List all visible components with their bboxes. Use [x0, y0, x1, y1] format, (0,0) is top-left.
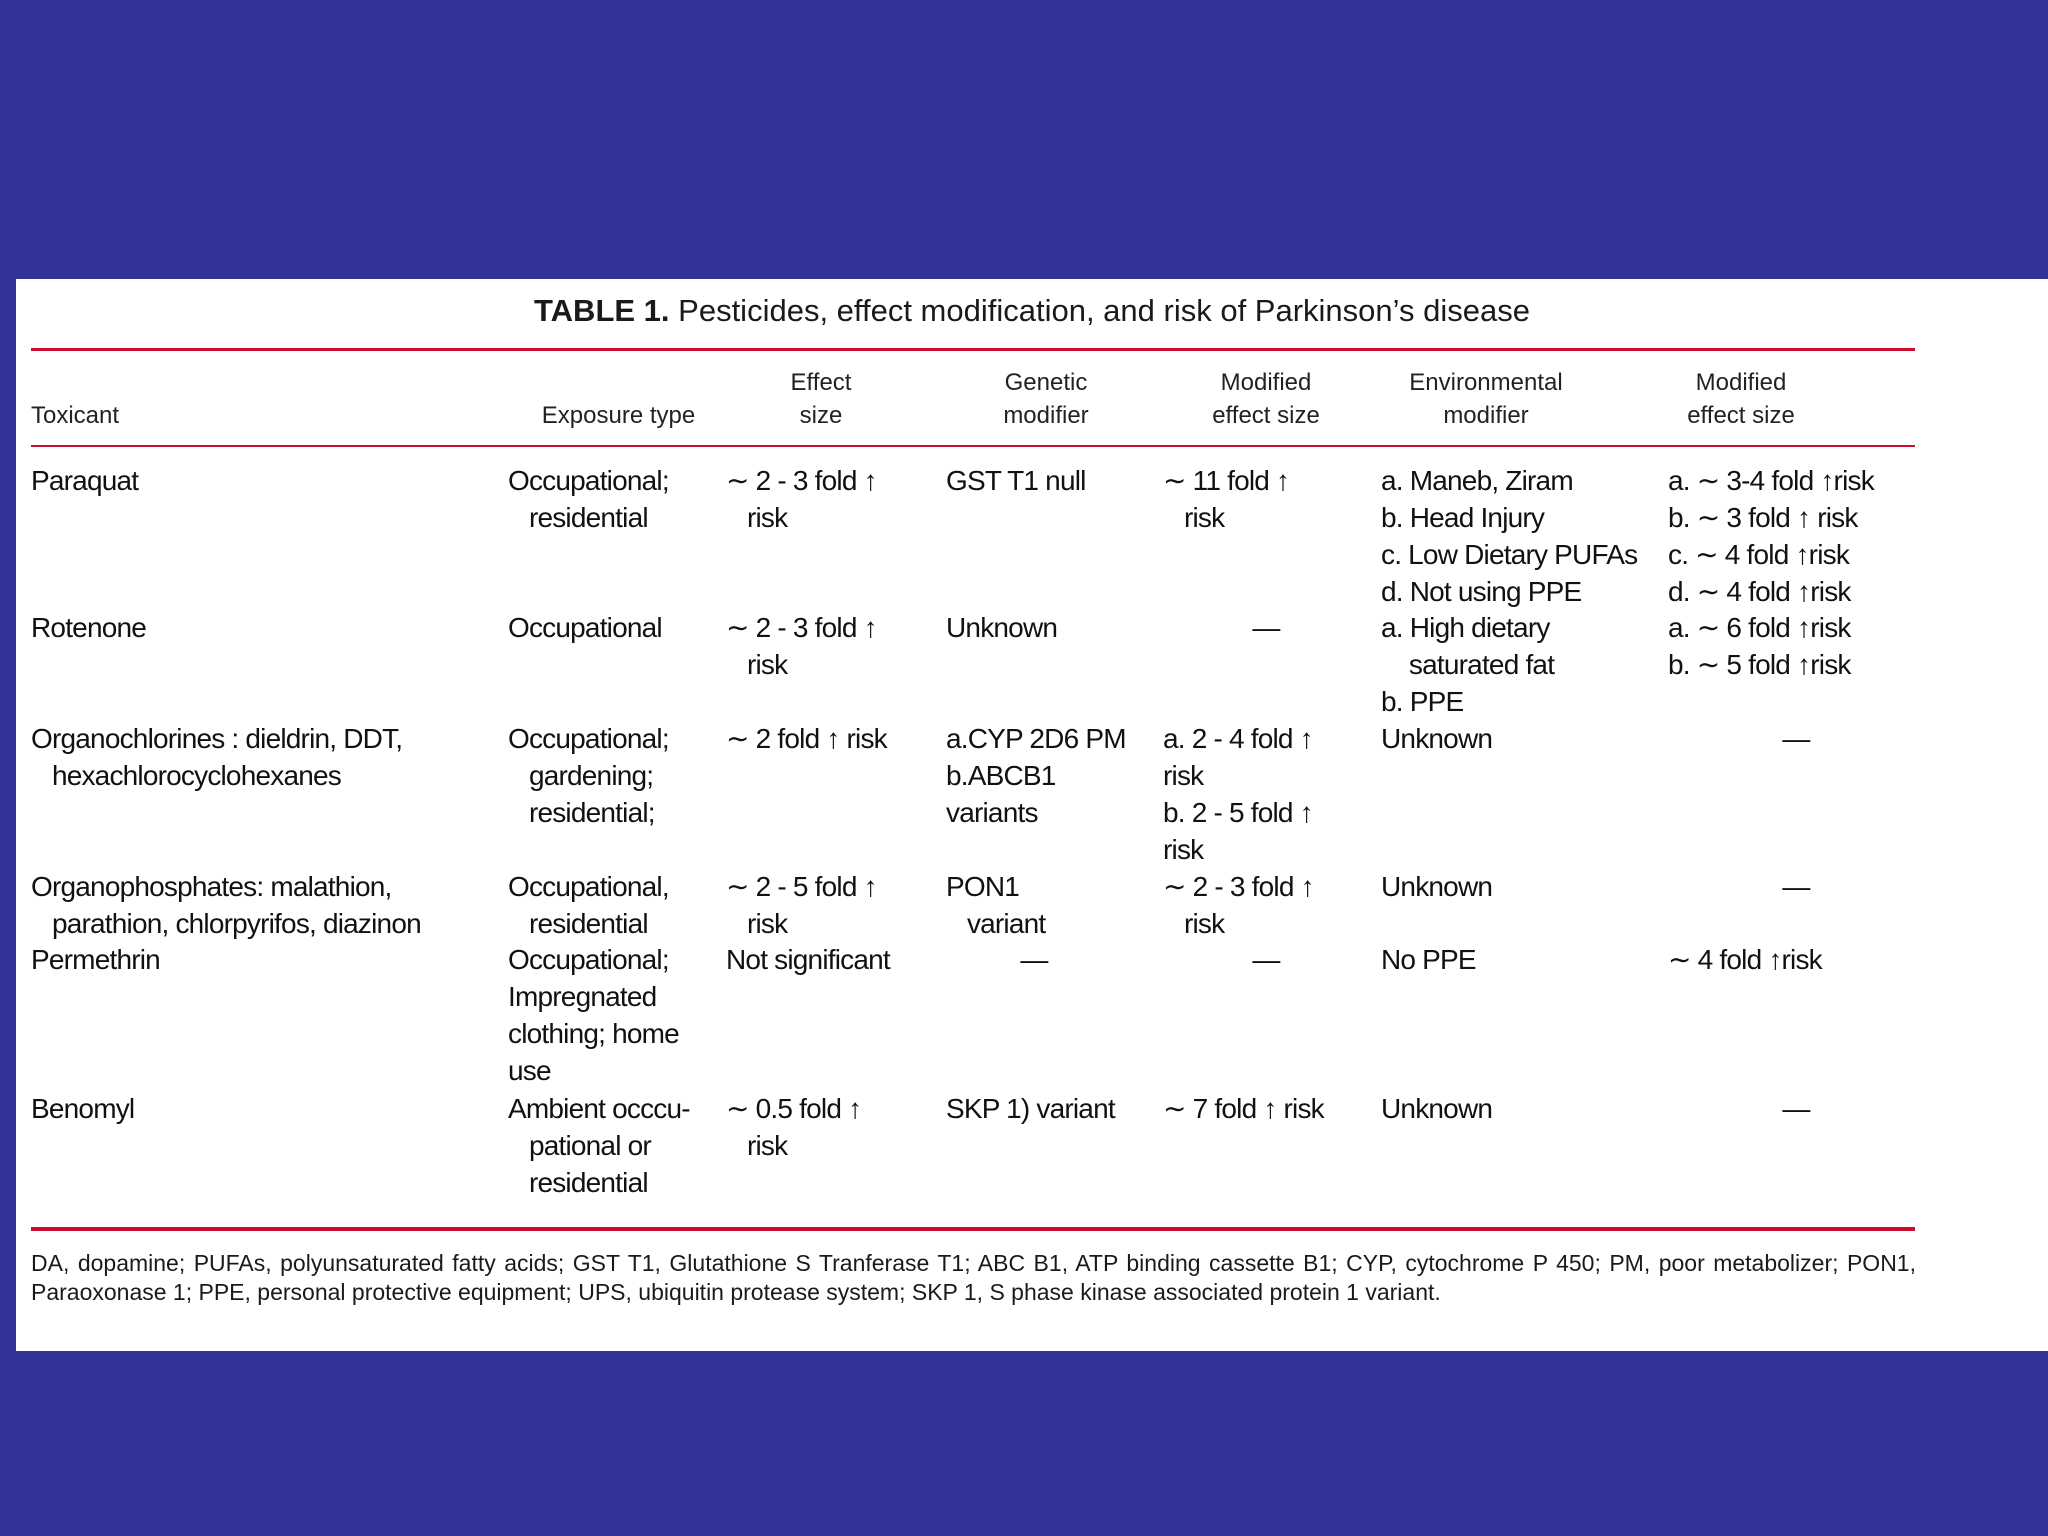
cell-toxicant-organophosphates: Organophosphates: malathion, parathion, chlorpyrifos, diazinon [31, 871, 421, 939]
cell-exposure-benomyl: Ambient occcu- pational or residential [508, 1093, 690, 1198]
cell-exposure-rotenone: Occupational [508, 612, 662, 643]
cell-modified2-permethrin: ∼ 4 fold ↑risk [1668, 944, 1822, 975]
cell-modified2-paraquat: a. ∼ 3-4 fold ↑risk b. ∼ 3 fold ↑ risk c. ∼ 4 fold ↑risk d. ∼ 4 fold ↑risk [1668, 465, 1874, 607]
cell-modified2-organophosphates: — [1782, 871, 1810, 902]
table-figure [16, 279, 2048, 1351]
cell-environmental-paraquat: a. Maneb, Ziram b. Head Injury c. Low Dietary PUFAs d. Not using PPE [1381, 465, 1638, 607]
cell-exposure-organochlorines: Occupational; gardening; residential; [508, 723, 669, 828]
cell-effect-organophosphates: ∼ 2 - 5 fold ↑ risk [726, 871, 877, 939]
cell-environmental-organochlorines: Unknown [1381, 723, 1493, 754]
cell-modified-organophosphates: ∼ 2 - 3 fold ↑ risk [1163, 871, 1314, 939]
cell-genetic-rotenone: Unknown [946, 612, 1058, 643]
cell-modified-benomyl: ∼ 7 fold ↑ risk [1163, 1093, 1324, 1124]
table-label: TABLE 1. [534, 293, 670, 328]
header-modified-effect-size: Modified effect size [1212, 369, 1320, 429]
cell-toxicant-benomyl: Benomyl [31, 1093, 135, 1124]
cell-effect-organochlorines: ∼ 2 fold ↑ risk [726, 723, 887, 754]
cell-effect-rotenone: ∼ 2 - 3 fold ↑ risk [726, 612, 877, 680]
cell-modified-rotenone: — [1252, 612, 1280, 643]
table-title: Pesticides, effect modification, and risk of Parkinson’s disease [678, 293, 1530, 328]
cell-effect-paraquat: ∼ 2 - 3 fold ↑ risk [726, 465, 877, 533]
cell-modified2-organochlorines: — [1782, 723, 1810, 754]
cell-modified2-benomyl: — [1782, 1093, 1810, 1124]
cell-exposure-permethrin: Occupational; Impregnated clothing; home use [508, 944, 679, 1086]
cell-exposure-paraquat: Occupational; residential [508, 465, 669, 533]
cell-environmental-permethrin: No PPE [1381, 944, 1476, 975]
cell-toxicant-paraquat: Paraquat [31, 465, 139, 496]
cell-toxicant-organochlorines: Organochlorines : dieldrin, DDT, hexachlorocyclohexanes [31, 723, 403, 791]
cell-genetic-permethrin: — [1020, 944, 1048, 975]
header-genetic-modifier: Genetic modifier [1003, 369, 1089, 429]
cell-genetic-paraquat: GST T1 null [946, 465, 1086, 496]
cell-modified-permethrin: — [1252, 944, 1280, 975]
cell-effect-permethrin: Not significant [726, 944, 890, 975]
table-footnote: DA, dopamine; PUFAs, polyunsaturated fatty acids; GST T1, Glutathione S Tranferase T1; ABC B1, ATP binding cassette B1; CYP, cytochrome P 450; PM, poor metabolizer; PON1, Paraoxonase 1; PPE, personal protective equipment; UPS, ubiquitin protease system; SKP 1, S phase kinase associated protein 1 variant. [31, 1250, 1916, 1305]
cell-toxicant-permethrin: Permethrin [31, 944, 160, 975]
header-modified-effect-size-2: Modified effect size [1687, 369, 1795, 429]
cell-modified-organochlorines: a. 2 - 4 fold ↑ risk b. 2 - 5 fold ↑ risk [1163, 723, 1313, 865]
header-toxicant: Toxicant [31, 402, 120, 429]
top-rule [31, 348, 1915, 351]
header-effect-size: Effect size [790, 369, 852, 429]
header-rule [31, 445, 1915, 447]
cell-genetic-organochlorines: a.CYP 2D6 PM b.ABCB1 variants [946, 723, 1126, 828]
header-exposure-type: Exposure type [541, 402, 696, 429]
cell-effect-benomyl: ∼ 0.5 fold ↑ risk [726, 1093, 862, 1161]
header-environmental-modifier: Environmental modifier [1409, 369, 1563, 429]
cell-genetic-organophosphates: PON1 variant [946, 871, 1046, 939]
cell-modified-paraquat: ∼ 11 fold ↑ risk [1163, 465, 1290, 533]
cell-environmental-benomyl: Unknown [1381, 1093, 1493, 1124]
table-caption [16, 293, 2048, 329]
cell-genetic-benomyl: SKP 1) variant [946, 1093, 1115, 1124]
bottom-rule [31, 1227, 1915, 1231]
cell-modified2-rotenone: a. ∼ 6 fold ↑risk b. ∼ 5 fold ↑risk [1668, 612, 1851, 680]
cell-environmental-rotenone: a. High dietary saturated fat b. PPE [1381, 612, 1555, 717]
cell-toxicant-rotenone: Rotenone [31, 612, 147, 643]
cell-exposure-organophosphates: Occupational, residential [508, 871, 669, 939]
cell-environmental-organophosphates: Unknown [1381, 871, 1493, 902]
